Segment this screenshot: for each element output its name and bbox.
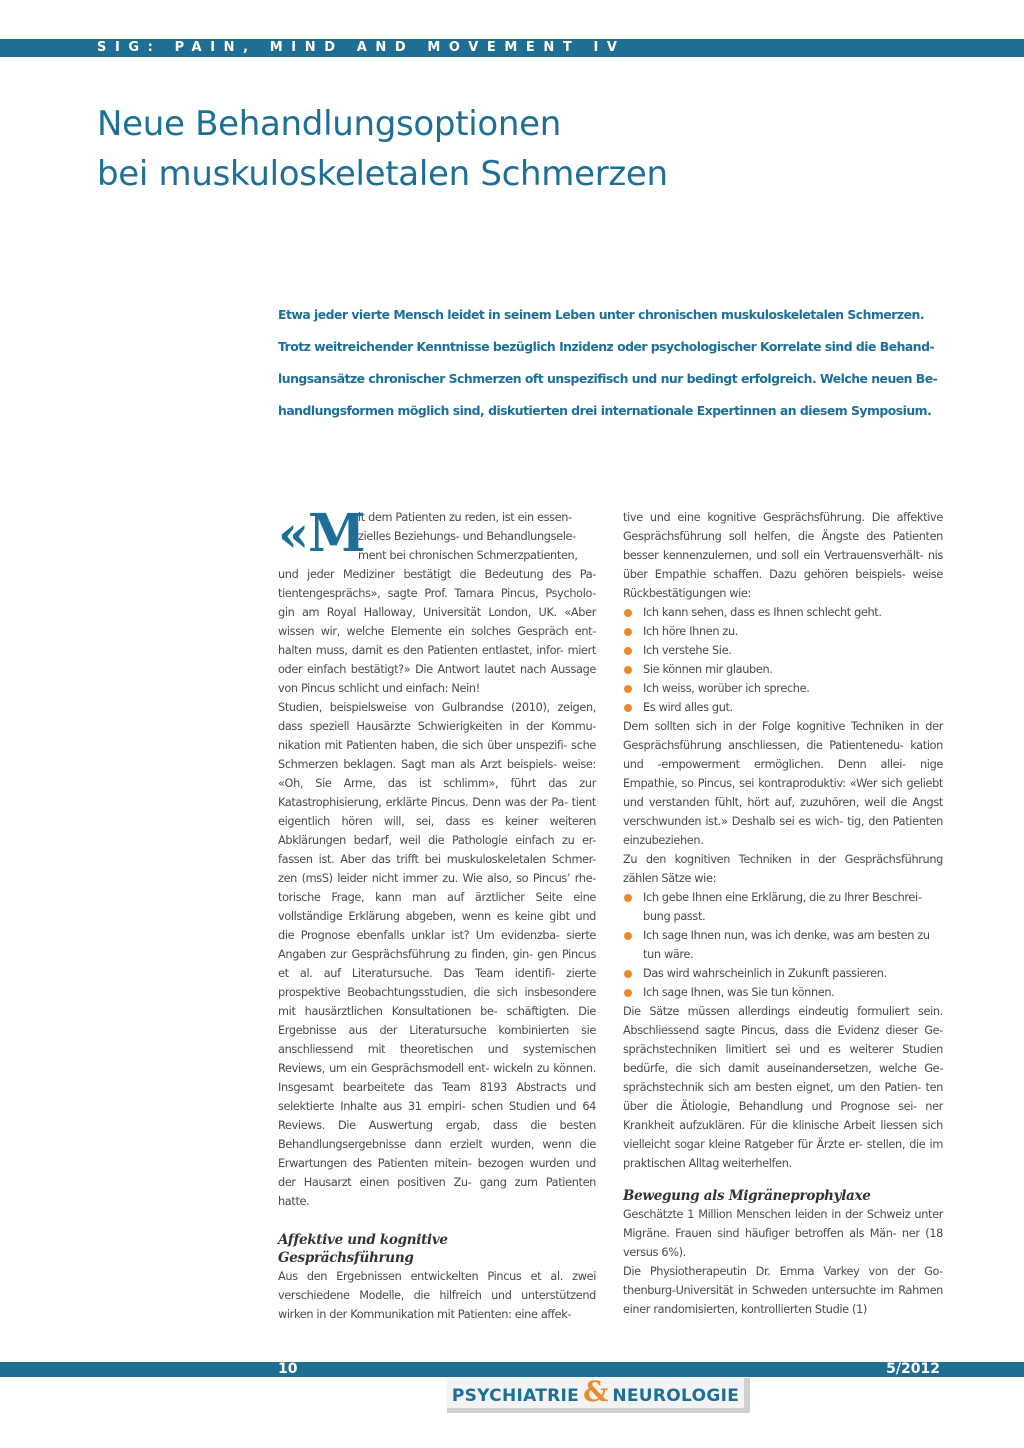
body-paragraph: Die Sätze müssen allerdings eindeutig formuliert sein. Abschliessend sagte Pincus, dass die Evidenz dieser Ge- sprächstechniken limitiert sei und es weiterer Studien bedürfe, die sich damit auseinandersetzen, welche Ge- sprächstechnik sich am besten eignet, um den Patien- ten über die Ätiologie, Behandlung und Prognose sei- ner Krankheit aufzuklären. Für die klinische Arbeit liessen sich vielleicht sogar kleine Ratgeber für Ärzte er- stellen, die im praktischen Alltag weiterhelfen. — [623, 1005, 943, 1170]
body-paragraph: Geschätzte 1 Million Menschen leiden in der Schweiz unter Migräne. Frauen sind häufiger betroffen als Män- ner (18 versus 6%). — [623, 1208, 943, 1259]
article-title-line-1: Neue Behandlungsoptionen — [97, 104, 562, 144]
dropcap — [278, 503, 366, 564]
journal-logo-ampersand: & — [583, 1375, 609, 1408]
bullet-item: Ich verstehe Sie. — [623, 641, 943, 660]
body-paragraph: Studien, beispielsweise von Gulbrandse (2010), zeigen, dass speziell Hausärzte Schwierigkeiten in der Kommu- nikation mit Patienten haben, die sich über unspezifi- sche Schmerzen beklagen. Sagt man als Arzt beispiels- weise: «Oh, Sie Arme, das ist schlimm», führt das zur Katastrophisierung, erklärte Pincus. Denn was der Pa- tient eigentlich hören will, sei, dass es keiner weiteren Abklärungen bedarf, weil die Pathologie einfach zu er- fassen ist. Aber das trifft bei muskuloskeletalen Schmer- zen (msS) leider nicht immer zu. Wie also, so Pincus’ rhe- torische Frage, kann man auf ärztlicher Seite eine vollständige Erklärung abgeben, wenn es keine gibt und die Prognose ebenfalls unklar ist? Um evidenzba- sierte Angaben zur Gesprächsführung zu finden, gin- gen Pincus et al. auf Literatursuche. Das Team identifi- zierte prospektive Beobachtungsstudien, die sich insbesondere mit hausärztlichen Konsultationen be- schäftigten. Die Ergebnisse aus der Literatursuche kombinierten sie anschliessend mit theoretischen und systemischen Reviews, um ein Gesprächsmodell ent- wickeln zu können. Insgesamt bearbeitete das Team 8193 Abstracts und selektierte Inhalte aus 31 empiri- schen Studien und 64 Reviews. Die Auswertung ergab, dass die besten Behandlungsergebnisse dann erzielt wurden, wenn die Erwartungen des Patienten mitein- bezogen wurden und der Hausarzt einen positiven Zu- gang zum Patienten hatte. — [278, 701, 596, 1208]
footer-bar — [0, 1362, 1024, 1377]
body-paragraph: Zu den kognitiven Techniken in der Gesprächsführung zählen Sätze wie: — [623, 853, 943, 885]
dropcap-letter: M — [308, 503, 366, 564]
body-paragraph: Aus den Ergebnissen entwickelten Pincus et al. zwei verschiedene Modelle, die hilfreich und unterstützend wirken in der Kommunikation mit Patienten: eine affek- — [278, 1270, 596, 1321]
bullet-item: Sie können mir glauben. — [623, 660, 943, 679]
article-title — [97, 99, 668, 199]
page-number: 10 — [278, 1361, 298, 1377]
section-heading — [278, 1231, 596, 1267]
section-heading-line: Gesprächsführung — [278, 1250, 414, 1266]
body-paragraph: Die Physiotherapeutin Dr. Emma Varkey von der Go- thenburg-Universität in Schweden untersuchte im Rahmen einer randomisierten, kontrollierten Studie (1) — [623, 1265, 943, 1316]
bullet-item: Ich kann sehen, dass es Ihnen schlecht geht. — [623, 603, 943, 622]
section-heading: Bewegung als Migräneprophylaxe — [623, 1188, 871, 1204]
bullet-list-cognitive — [623, 888, 943, 1002]
journal-logo-right: NEUROLOGIE — [612, 1386, 740, 1406]
bullet-item: Ich gebe Ihnen eine Erklärung, die zu Ihrer Beschrei- bung passt. — [623, 888, 943, 926]
lead-line: Trotz weitreichender Kenntnisse bezüglich Inzidenz oder psychologischer Korrelate sind die Behand- — [278, 339, 935, 354]
dropcap-line: ment bei chronischen Schmerzpatienten, — [358, 549, 578, 562]
article-title-line-2: bei muskuloskeletalen Schmerzen — [97, 154, 668, 194]
dropcap-line: zielles Beziehungs- und Behandlungsele- — [358, 530, 576, 543]
dropcap-line: it dem Patienten zu reden, ist ein essen- — [358, 511, 572, 524]
body-column-left — [278, 503, 596, 1324]
opening-block — [278, 503, 596, 565]
dropcap-quote: « — [278, 504, 309, 563]
bullet-item: Das wird wahrscheinlich in Zukunft passieren. — [623, 964, 943, 983]
body-paragraph: Dem sollten sich in der Folge kognitive Techniken in der Gesprächsführung anschliessen, die Patientenedu- kation und -empowerment ermöglichen. Denn allei- nige Empathie, so Pincus, sei kontraproduktiv: «Wer sich geliebt und verstanden fühlt, hört auf, zuzuhören, weil die Angst verschwunden ist.» Deshalb sei es wich- tig, den Patienten einzubeziehen. — [623, 720, 943, 847]
body-column-right — [623, 508, 943, 1319]
bullet-item: Ich höre Ihnen zu. — [623, 622, 943, 641]
section-title: SIG: PAIN, MIND AND MOVEMENT IV — [97, 40, 626, 55]
section-heading-line: Affektive und kognitive — [278, 1232, 448, 1248]
bullet-item: Es wird alles gut. — [623, 698, 943, 717]
issue-number: 5/2012 — [886, 1361, 940, 1377]
body-paragraph: tive und eine kognitive Gesprächsführung. Die affektive Gesprächsführung soll helfen, die Ängste des Patienten besser kennenzulernen, und soll ein Vertrauensverhält- nis über Empathie schaffen. Dazu gehören beispiels- weise Rückbestätigungen wie: — [623, 511, 943, 600]
journal-logo-left: PSYCHIATRIE — [451, 1386, 580, 1406]
lead-line: Etwa jeder vierte Mensch leidet in seinem Leben unter chronischen muskuloskeletalen Schmerzen. — [278, 307, 925, 322]
bullet-item: Ich weiss, worüber ich spreche. — [623, 679, 943, 698]
bullet-item: Ich sage Ihnen, was Sie tun können. — [623, 983, 943, 1002]
bullet-list-affective — [623, 603, 943, 717]
lead-line: handlungsformen möglich sind, diskutierten drei internationale Expertinnen an diesem Symposium. — [278, 403, 932, 418]
lead-line: lungsansätze chronischer Schmerzen oft unspezifisch und nur bedingt erfolgreich. Welche neuen Be- — [278, 371, 938, 386]
body-paragraph: und jeder Mediziner bestätigt die Bedeutung des Pa- tientengesprächs», sagte Prof. Tamara Pincus, Psycholo- gin am Royal Halloway, Universität London, UK. «Aber wissen wir, welche Elemente ein solches Gespräch ent- halten muss, damit es den Patienten entlastet, infor- miert oder einfach bestätigt?» Die Antwort lautet nach Aussage von Pincus schlicht und einfach: Nein! — [278, 568, 596, 695]
journal-logo — [447, 1375, 750, 1413]
bullet-item: Ich sage Ihnen nun, was ich denke, was am besten zu tun wäre. — [623, 926, 943, 964]
lead-paragraph — [278, 299, 948, 427]
